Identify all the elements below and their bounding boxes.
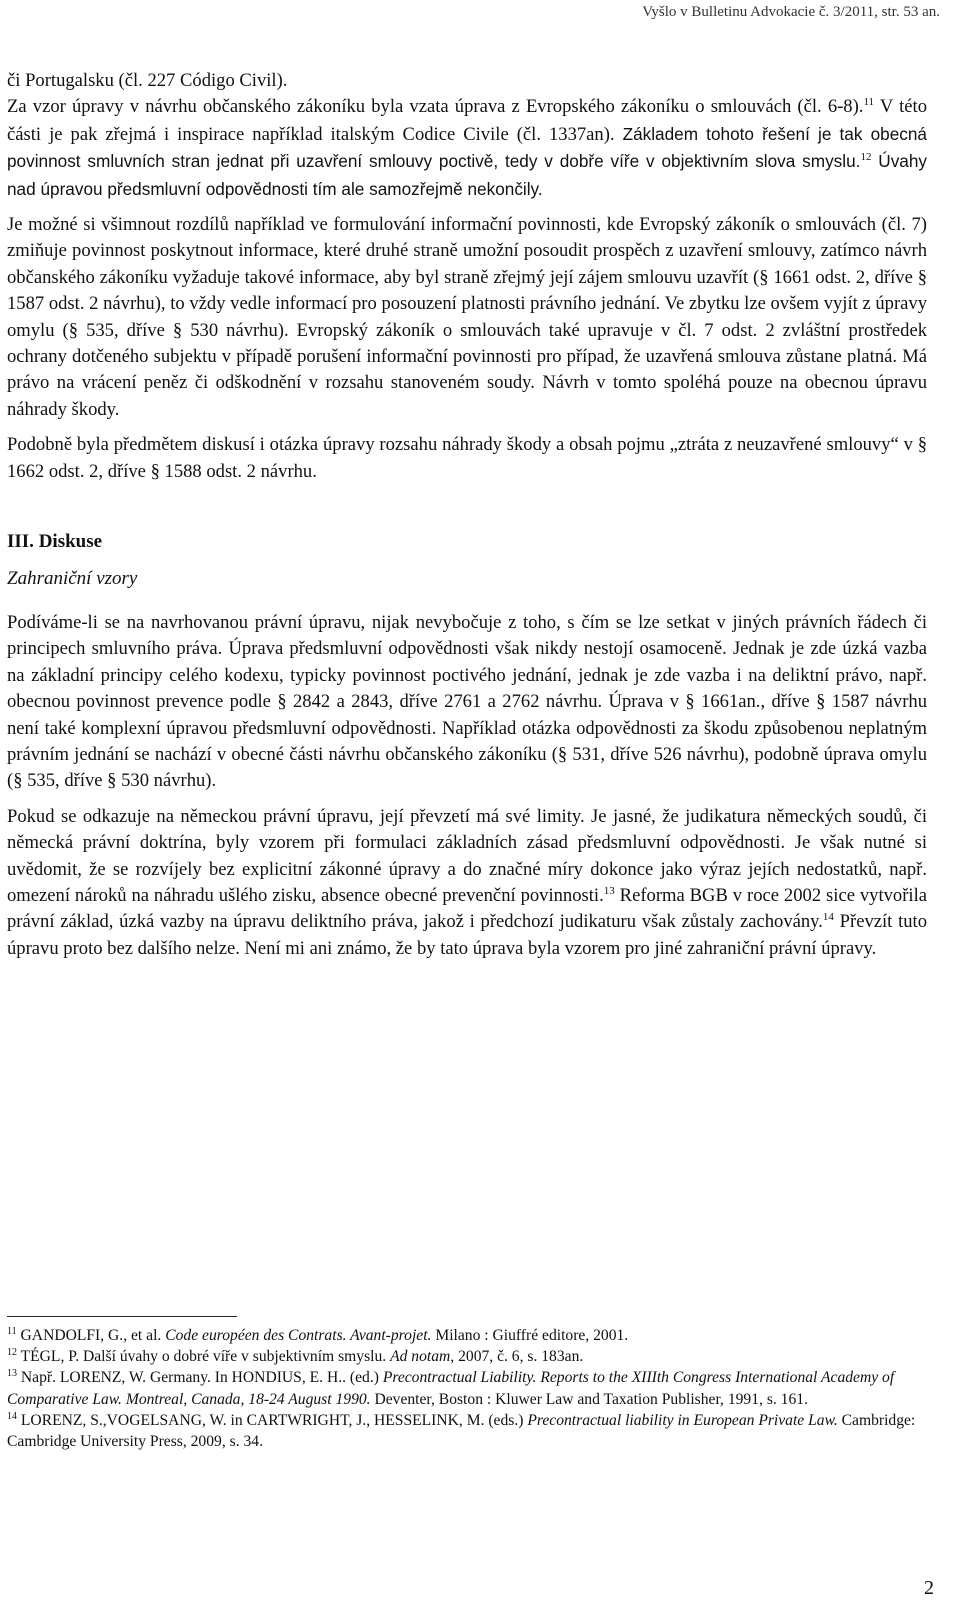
paragraph	[7, 804, 927, 962]
footnote-ref: 13	[603, 884, 615, 897]
body-text	[7, 68, 927, 971]
text-run: Milano : Giuffré editore, 2001.	[431, 1327, 629, 1344]
subsection-heading: Zahraniční vzory	[7, 567, 138, 589]
page-number: 2	[924, 1577, 934, 1599]
text-run: či Portugalsku (čl. 227 Código Civil).	[7, 70, 288, 91]
footnote-number: 13	[7, 1368, 17, 1380]
text-run: Podíváme-li se na navrhovanou právní úpravu, nijak nevybočuje z toho, s čím se lze setkat v jiných právních řádech či principech smluvního práva. Úprava předsmluvní odpovědnosti však nikdy nestojí osamoceně. Jednak je zde úzká vazba na základní principy celého kodexu, typicky povinnost poctivého jednání, jednak je zde vazba i na deliktní právo, např. obecnou povinnost prevence podle § 2842 a 2843, dříve 2761 a 2762 návrhu. Úprava v § 1661an., dříve § 1587 návrhu není také komplexní úpravou předsmluvní odpovědnosti. Například otázka odpovědnosti za škodu způsobenou neplatným právním jednání se nachází v obecné části návrhu občanského zákoníku (§ 531, dříve 526 návrhu), podobně úprava omylu (§ 535, dříve § 530 návrhu).	[7, 611, 927, 792]
italic-text: Ad notam	[390, 1348, 451, 1366]
footnote-list	[7, 1325, 927, 1452]
text-run: Např. LORENZ, W. Germany. In HONDIUS, E. H.. (ed.)	[20, 1369, 383, 1387]
section-number: III.	[7, 531, 34, 553]
footnote-ref: 11	[863, 96, 875, 109]
footnote-number: 11	[7, 1325, 17, 1337]
text-run: TÉGL, P. Další úvahy o dobré víře v subjektivním smyslu.	[20, 1348, 391, 1366]
paragraph	[7, 94, 927, 203]
text-run: Pokud se odkazuje na německou právní úpravu, její převzetí má své limity. Je jasné, že judikatura německých soudů, či německá právní doktrína, byly vzorem při formulaci základních zásad předsmluvní odpovědnosti. Je však nutné si uvědomit, že se rozvíjely bez explicitní zákonné úpravy a do značné míry dokonce jako výraz jejích nedostatků, např. omezení nároků na náhradu ušlého zisku, absence obecné prevenční povinnosti.	[7, 805, 927, 906]
running-header: Vyšlo v Bulletinu Advokacie č. 3/2011, str. 53 an.	[642, 4, 940, 20]
text-run: LORENZ, S.,VOGELSANG, W. in CARTWRIGHT, J., HESSELINK, M. (eds.)	[20, 1411, 528, 1429]
paragraph	[7, 212, 927, 423]
text-run: Převzít tuto úpravu proto bez dalšího nelze. Není mi ani známo, že by tato úprava byla vzorem pro jiné zahraniční právní úpravy.	[7, 911, 927, 959]
paragraph-group-2	[7, 610, 927, 962]
text-run: Podobně byla předmětem diskusí i otázka úpravy rozsahu náhrady škody a obsah pojmu „ztráta z neuzavřené smlouvy“ v § 1662 odst. 2, dříve § 1588 odst. 2 návrhu.	[7, 434, 927, 482]
text-run: Za vzor úpravy v návrhu občanského zákoníku byla vzata úprava z Evropského zákoníku o smlouvách (čl. 6-8).	[7, 96, 864, 118]
paragraph	[7, 610, 927, 795]
section-heading	[7, 529, 927, 555]
italic-text: Precontractual Liability. Reports to the XIIIth Congress International Academy of Comparative Law. Montreal, Canada, 18-24 August 1990.	[7, 1369, 895, 1408]
footnote-ref: 12	[860, 151, 872, 164]
text-run: GANDOLFI, G., et al.	[20, 1327, 166, 1344]
italic-text: Precontractual liability in European Private Law.	[527, 1411, 838, 1429]
text-run: Základem tohoto řešení je tak obecná povinnost smluvních stran jednat při uzavření smlouvy poctivě, tedy v dobře víře v objektivním slova smyslu.	[7, 123, 927, 172]
text-run: V této části je pak zřejmá i inspirace například italským Codice Civile (čl. 1337an).	[7, 96, 927, 145]
italic-text: Code européen des Contrats. Avant-projet.	[165, 1327, 432, 1344]
footnote	[7, 1367, 927, 1409]
text-run: , 2007, č. 6, s. 183an.	[450, 1348, 584, 1366]
footnote-ref: 14	[822, 911, 834, 924]
footnote	[7, 1325, 927, 1346]
paragraph	[7, 432, 927, 485]
text-run: Cambridge: Cambridge University Press, 2009, s. 34.	[7, 1411, 916, 1451]
paragraph-group-1	[7, 68, 927, 485]
paragraph	[7, 68, 927, 94]
text-run: Je možné si všimnout rozdílů například ve formulování informační povinnosti, kde Evropský zákoník o smlouvách (čl. 7) zmiňuje povinnost poskytnout informace, které druhé straně umožní posoudit prospěch z uzavření smlouvy, zatímco návrh občanského zákoníku vyžaduje takové informace, aby byl straně zřejmý její zájem smlouvu uzavřít (§ 1661 odst. 2, dříve § 1587 odst. 2 návrhu), to vždy vedle informací pro posouzení platnosti právního jednání. Ve zbytku lze ovšem vyjít z úpravy omylu (§ 535, dříve § 530 návrhu). Evropský zákoník o smlouvách také upravuje v čl. 7 odst. 2 zvláštní prostředek ochrany dotčeného subjektu v případě porušení informační povinnosti pro případ, že uzavřená smlouva zůstane platná. Má právo na vrácení peněz či odškodnění v rozsahu stanoveném soudy. Návrh v tomto spoléhá pouze na obecnou úpravu náhrady škody.	[7, 214, 927, 420]
footnote	[7, 1410, 927, 1452]
text-run: Deventer, Boston : Kluwer Law and Taxation Publisher, 1991, s. 161.	[370, 1390, 808, 1408]
footnote-separator	[7, 1316, 237, 1317]
footnotes	[7, 1316, 927, 1452]
footnote-number: 12	[7, 1347, 17, 1359]
text-run: Úvahy nad úpravou předsmluvní odpovědnosti tím ale samozřejmě nekončily.	[7, 151, 927, 199]
footnote-number: 14	[7, 1410, 17, 1422]
footnote	[7, 1346, 927, 1367]
text-run: Reforma BGB v roce 2002 sice vytvořila právní základ, úzká vazby na úpravu deliktního práva, jakož i předchozí judikaturu však zůstaly zachovány.	[7, 884, 927, 933]
section-title: Diskuse	[38, 531, 103, 553]
